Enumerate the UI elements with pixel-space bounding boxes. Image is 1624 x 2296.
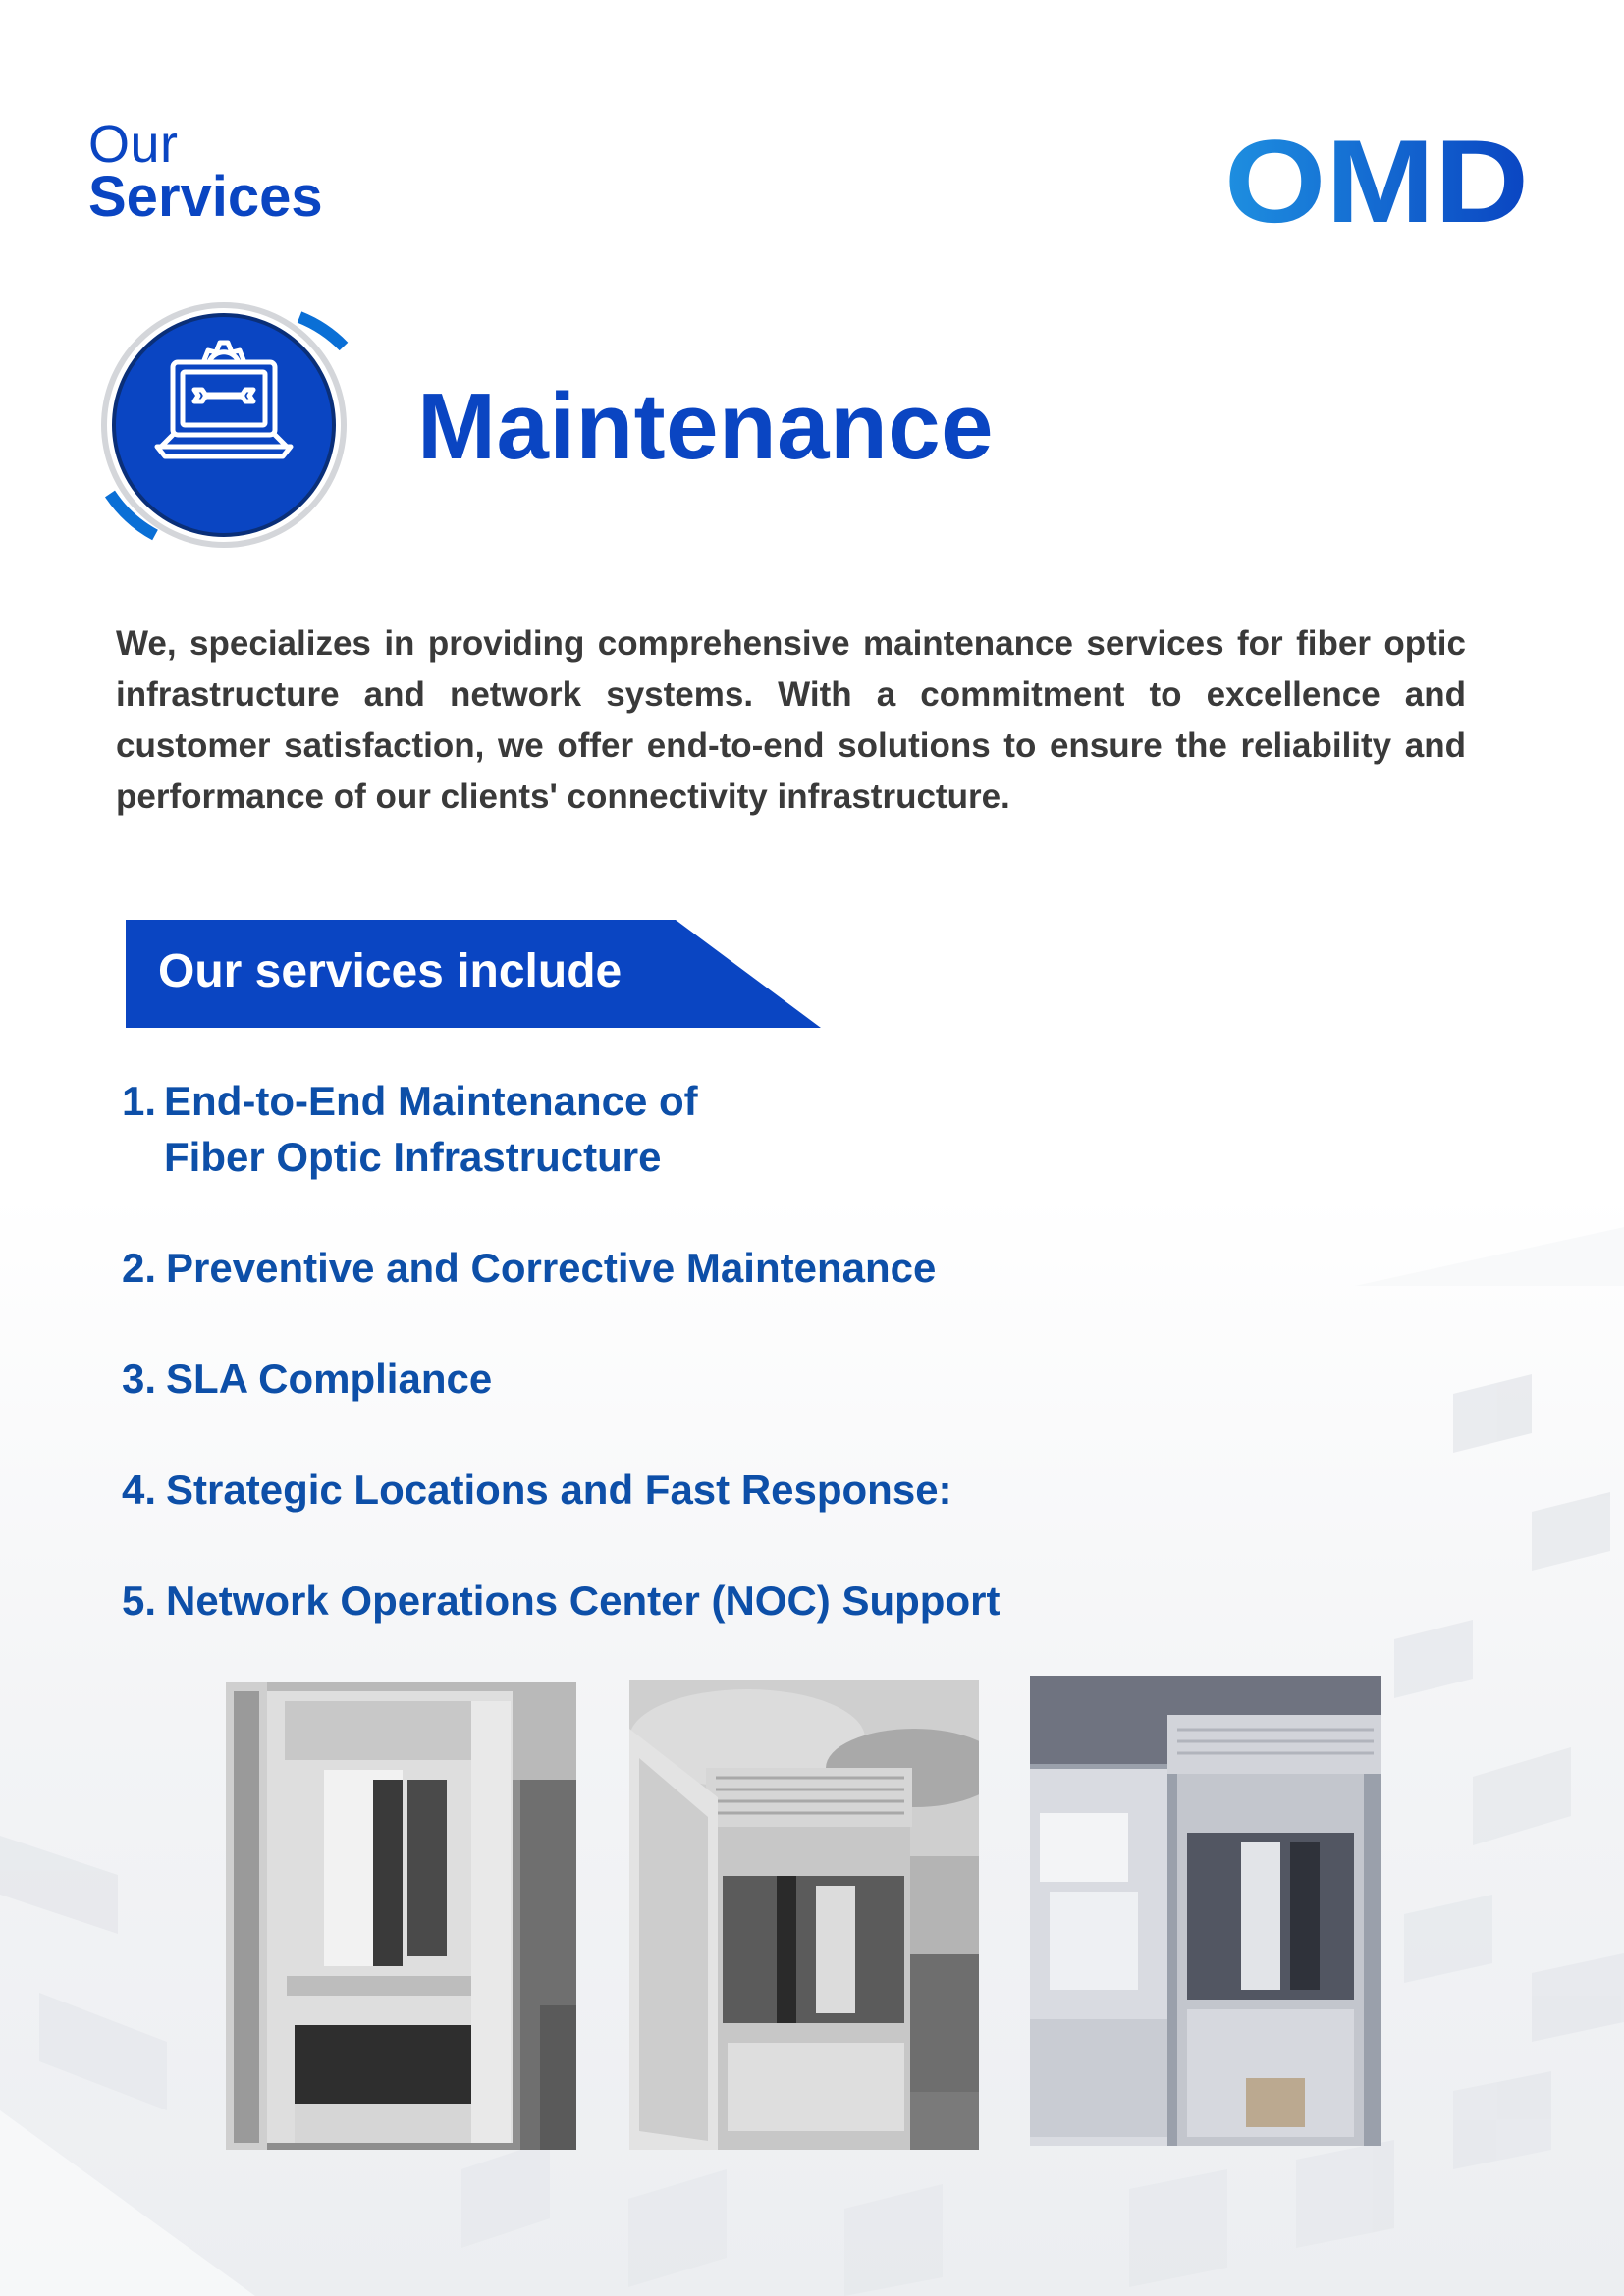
our-services-heading	[88, 115, 323, 229]
service-text-line: Preventive and Corrective Maintenance	[166, 1245, 937, 1291]
logo-text: OMD	[1224, 126, 1529, 234]
service-text-line: Strategic Locations and Fast Response:	[166, 1467, 952, 1513]
service-text-line: SLA Compliance	[166, 1356, 493, 1402]
maintenance-emblem	[98, 299, 353, 555]
heading-line-services: Services	[88, 165, 323, 229]
section-label: Our services include	[158, 945, 623, 997]
intro-paragraph: We, specializes in providing comprehensive maintenance services for fiber optic infrastructure and network systems. With a commitment to excellence and customer satisfaction, we offer end-to-end solutions to ensure the reliability and performance of our clients' connectivity infrastructure.	[116, 624, 1466, 816]
service-number: 4.	[122, 1467, 157, 1513]
service-item-2	[122, 1240, 936, 1296]
service-text-line: Network Operations Center (NOC) Support	[166, 1577, 1001, 1624]
cabinet-photo-1	[226, 1682, 576, 2150]
service-number: 2.	[122, 1245, 157, 1291]
service-item-3	[122, 1351, 492, 1407]
service-item-1	[122, 1073, 698, 1185]
cabinet-photo-2	[629, 1680, 979, 2150]
omd-logo	[1222, 126, 1532, 234]
section-banner	[126, 920, 821, 1028]
service-item-4	[122, 1462, 952, 1518]
service-text-line: End-to-End Maintenance of	[164, 1078, 698, 1124]
service-number: 5.	[122, 1577, 157, 1624]
service-number: 1.	[122, 1078, 157, 1124]
service-number: 3.	[122, 1356, 157, 1402]
service-item-5	[122, 1573, 1000, 1629]
heading-line-our: Our	[88, 115, 179, 174]
page-title: Maintenance	[417, 374, 994, 479]
service-text-line: Fiber Optic Infrastructure	[164, 1134, 662, 1180]
cabinet-photo-3	[1030, 1676, 1381, 2146]
